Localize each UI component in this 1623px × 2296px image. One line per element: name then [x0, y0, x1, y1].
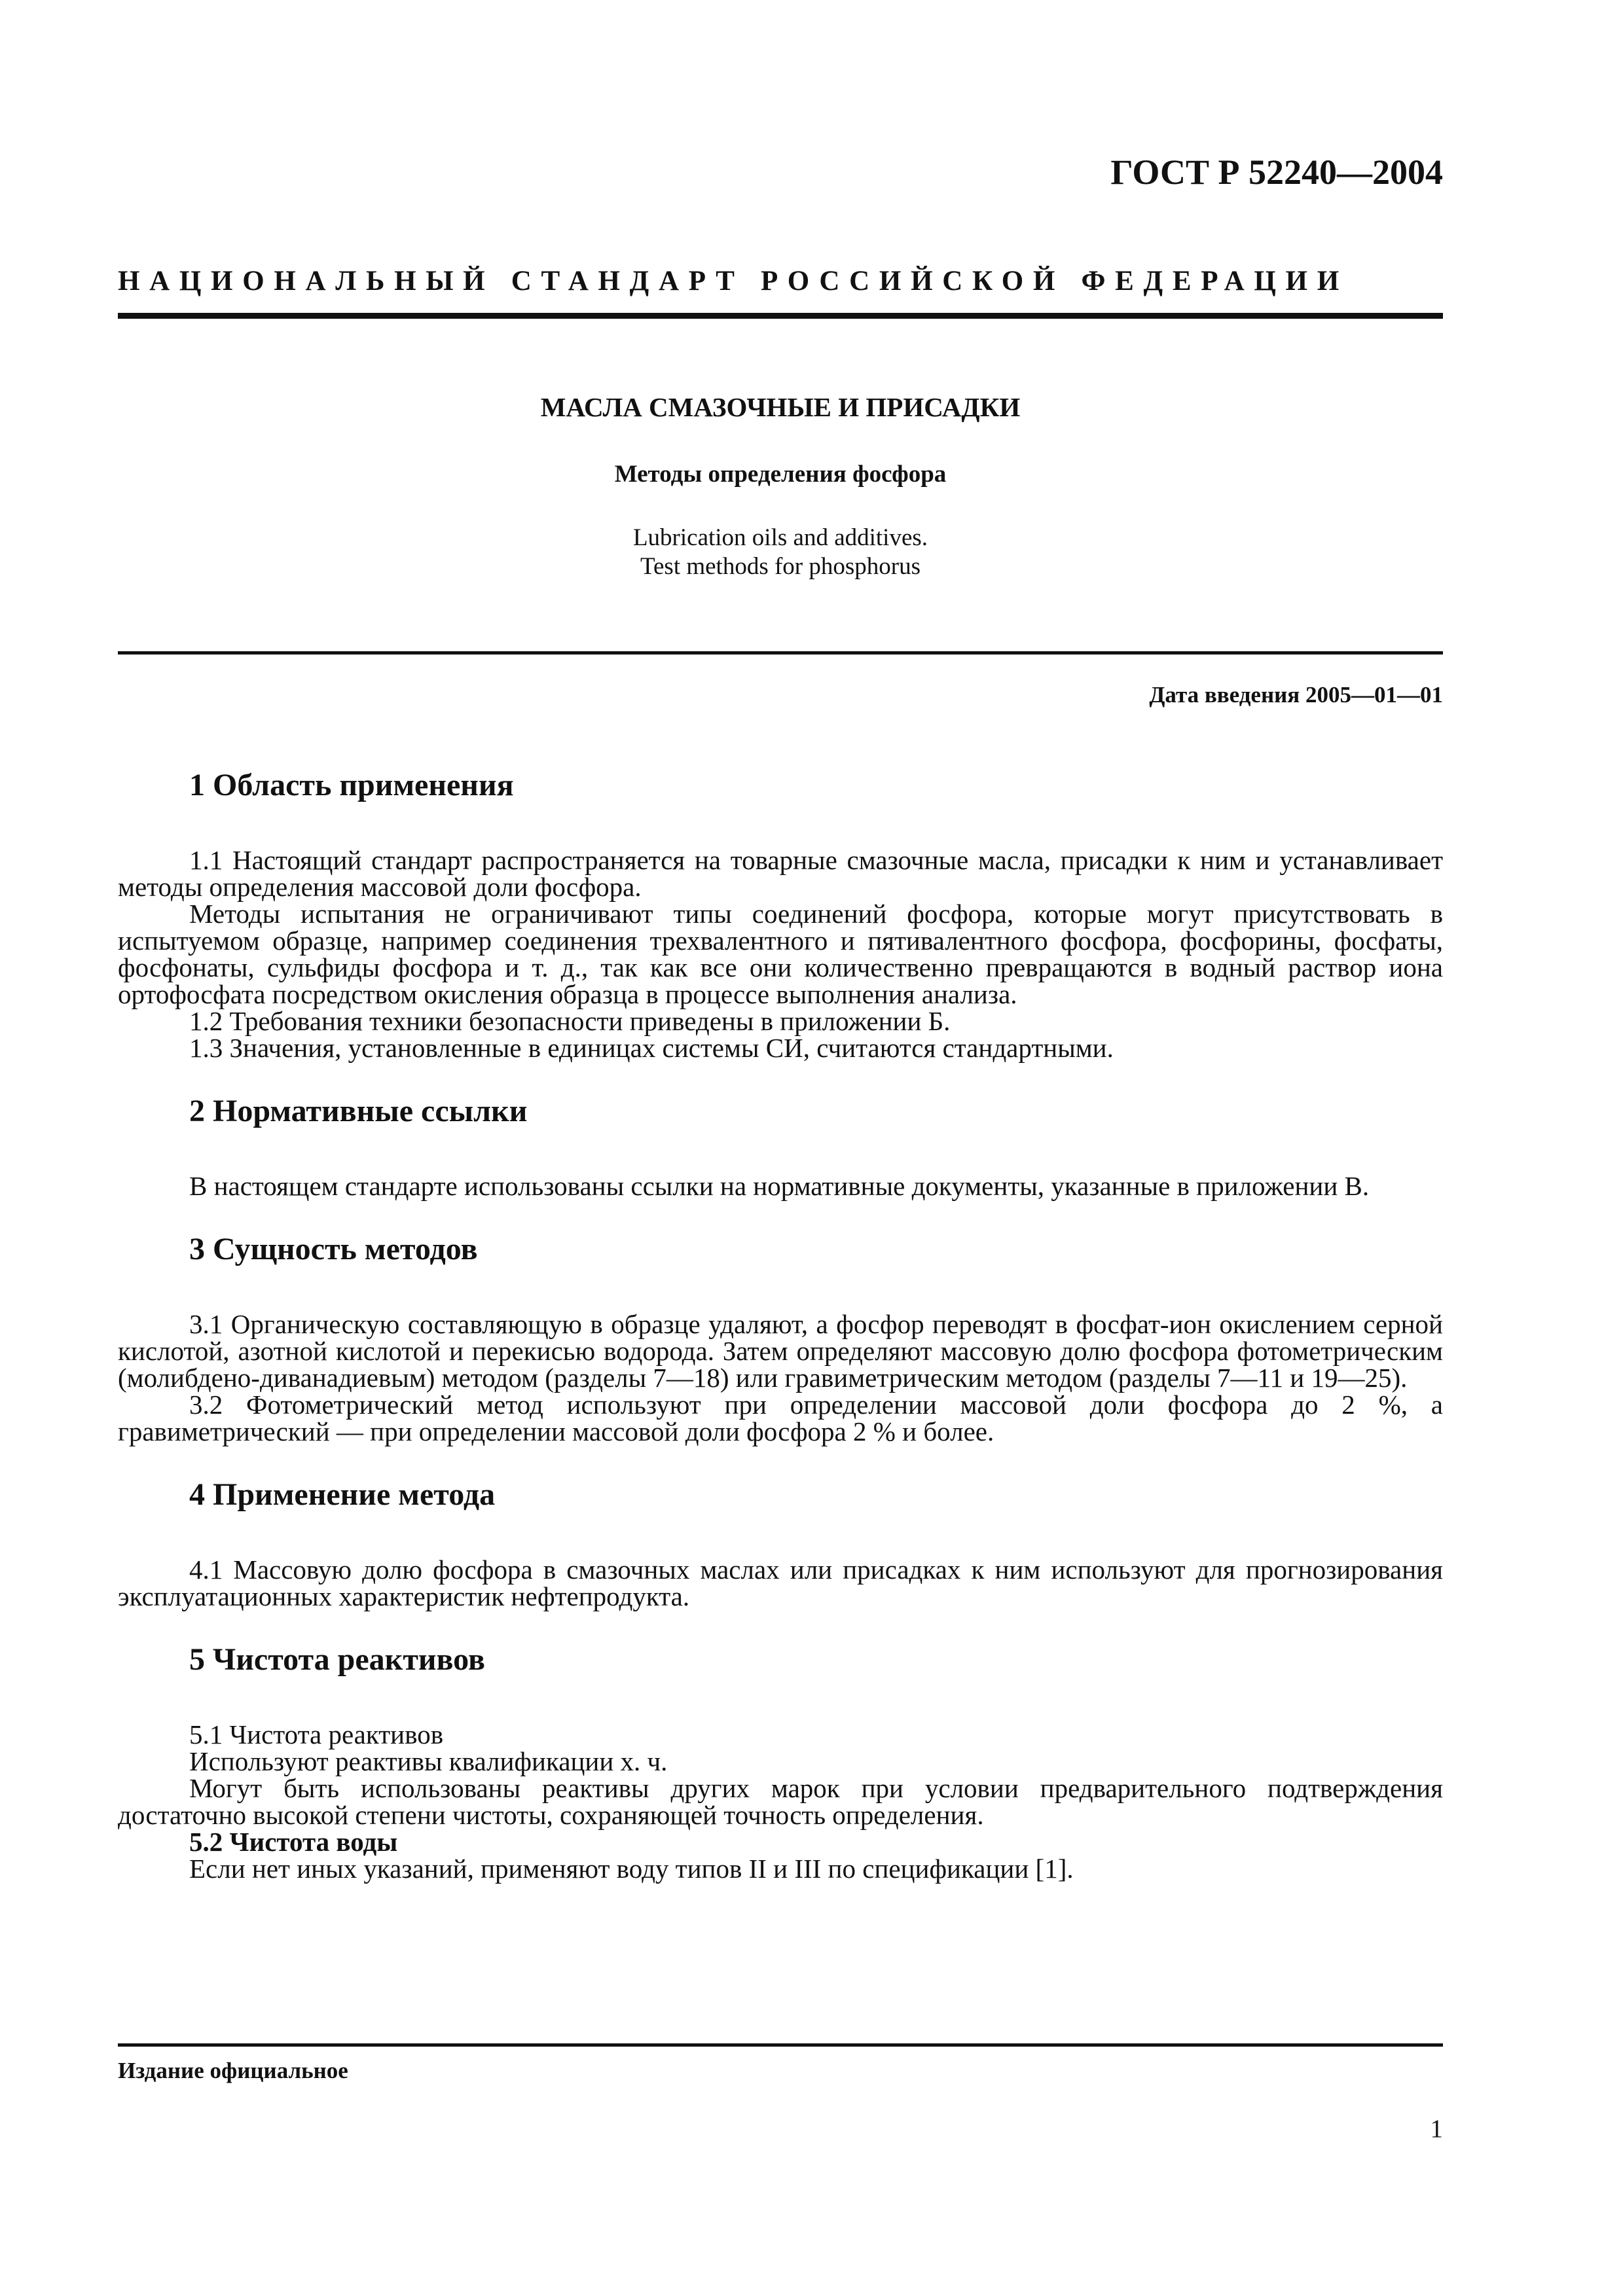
document-body [118, 767, 1443, 1882]
header-divider [118, 313, 1443, 319]
paragraph-1-1: 1.1 Настоящий стандарт распространяется на товарные смазочные масла, присадки к ним и устанавливает методы определения массовой доли фосфора. [118, 845, 1443, 902]
english-title [118, 524, 1443, 581]
english-title-line-2: Test methods for phosphorus [640, 553, 921, 580]
section-heading-references: 2 Нормативные ссылки [189, 1094, 528, 1128]
section-heading-scope: 1 Область применения [189, 768, 514, 802]
national-standard-banner: НАЦИОНАЛЬНЫЙ СТАНДАРТ РОССИЙСКОЙ ФЕДЕРАЦИИ [118, 266, 1349, 296]
section-heading-application: 4 Применение метода [189, 1477, 496, 1512]
paragraph-5-1: 5.1 Чистота реактивов [189, 1719, 444, 1749]
footer-divider [118, 2043, 1443, 2047]
official-edition-label: Издание официальное [118, 2058, 348, 2083]
subsection-heading-5-2: 5.2 Чистота воды [189, 1827, 398, 1857]
english-title-line-1: Lubrication oils and additives. [632, 524, 928, 551]
paragraph-5-1-grade: Используют реактивы квалификации х. ч. [189, 1746, 668, 1776]
title-divider [118, 651, 1443, 655]
document-title: МАСЛА СМАЗОЧНЫЕ И ПРИСАДКИ [540, 392, 1021, 422]
section-heading-reagents: 5 Чистота реактивов [189, 1642, 485, 1677]
section-heading-principle: 3 Сущность методов [189, 1232, 478, 1266]
paragraph-3-2: 3.2 Фотометрический метод используют при определении массовой доли фосфора до 2 %, а гравиметрический — при определении массовой доли фосфора 2 % и более. [118, 1390, 1443, 1446]
introduction-date: Дата введения 2005—01—01 [1149, 682, 1443, 708]
document-subtitle: Методы определения фосфора [614, 461, 947, 488]
document-code: ГОСТ Р 52240—2004 [1110, 152, 1443, 192]
page-number: 1 [1430, 2115, 1443, 2143]
paragraph-1-3: 1.3 Значения, установленные в единицах системы СИ, считаются стандартными. [189, 1033, 1114, 1063]
paragraph-4-1: 4.1 Массовую долю фосфора в смазочных маслах или присадках к ним используют для прогнозирования эксплуатационных характеристик нефтепродукта. [118, 1554, 1443, 1611]
paragraph-5-2: Если нет иных указаний, применяют воду типов II и III по спецификации [1]. [189, 1854, 1074, 1884]
paragraph-1-2: 1.2 Требования техники безопасности приведены в приложении Б. [189, 1006, 951, 1036]
paragraph-1-1-cont: Методы испытания не ограничивают типы соединений фосфора, которые могут присутствовать в испытуемом образце, например соединения трехвалентного и пятивалентного фосфора, фосфорины, фосфаты, фосфонаты, сульфиды фосфора и т. д., так как все они количественно превращаются в водный раствор иона ортофосфата посредством окисления образца в процессе выполнения анализа. [118, 899, 1443, 1009]
paragraph-5-1-other: Могут быть использованы реактивы других марок при условии предварительного подтверждения достаточно высокой степени чистоты, сохраняющей точность определения. [118, 1773, 1443, 1830]
paragraph-2: В настоящем стандарте использованы ссылки на нормативные документы, указанные в приложении В. [189, 1171, 1370, 1201]
paragraph-3-1: 3.1 Органическую составляющую в образце удаляют, а фосфор переводят в фосфат-ион окислением серной кислотой, азотной кислотой и перекисью водорода. Затем определяют массовую долю фосфора фотометрическим (молибдено-диванадиевым) методом (разделы 7—18) или гравиметрическим методом (разделы 7—11 и 19—25). [118, 1309, 1443, 1393]
